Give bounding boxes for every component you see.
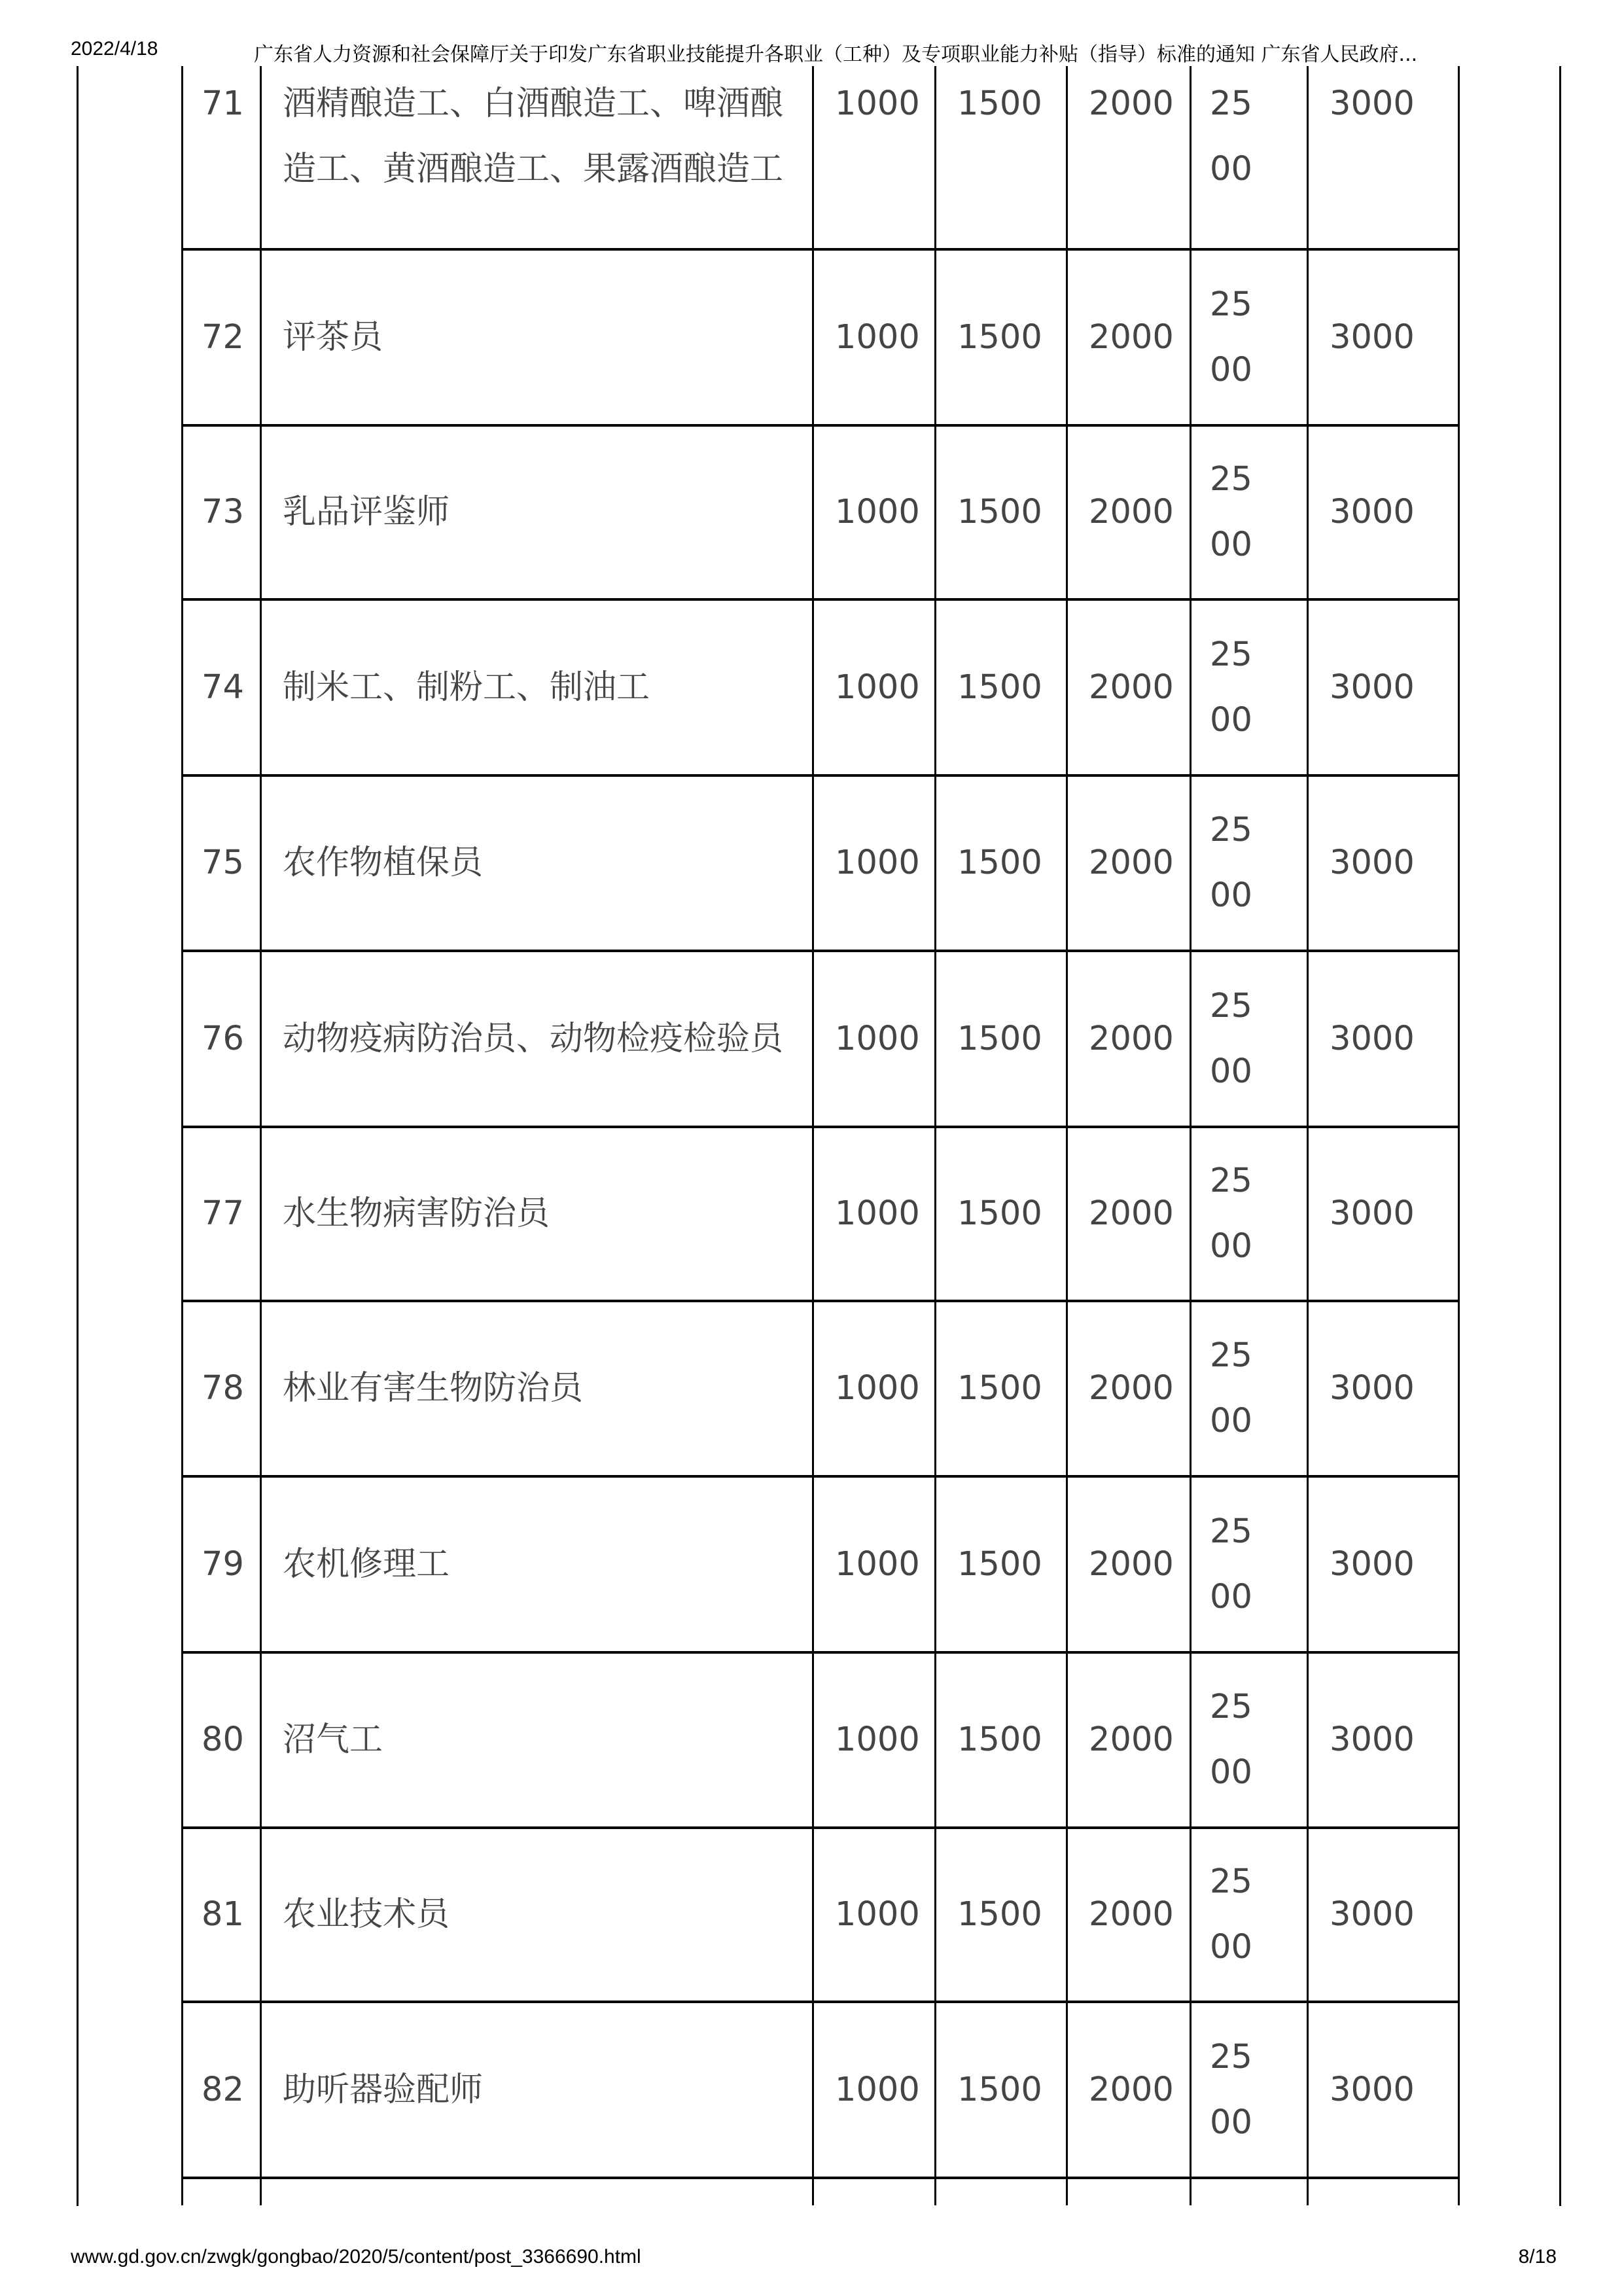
- occupation-name: 动物疫病防治员、动物检疫检验员: [283, 1019, 784, 1058]
- subsidy-level-3: 2000: [1089, 1895, 1174, 1934]
- occupation-name: 评茶员: [283, 317, 383, 357]
- subsidy-level-5-cell: [812, 777, 934, 950]
- subsidy-level-5: 1000: [835, 2070, 920, 2109]
- table-row-partial: [181, 2179, 1460, 2205]
- subsidy-level-4: 1500: [957, 1895, 1042, 1934]
- page-title: 广东省人力资源和社会保障厅关于印发广东省职业技能提升各职业（工种）及专项职业能力补贴（指导）标准的通知 广东省人民政府...: [254, 43, 1418, 66]
- row-index-cell: [181, 2003, 260, 2177]
- subsidy-level-2-cell: [1190, 2003, 1307, 2177]
- row-index: 82: [202, 2070, 244, 2109]
- row-index-cell: [181, 1654, 260, 1826]
- subsidy-level-2: 2500: [1210, 1512, 1252, 1616]
- table-row: [181, 1302, 1460, 1478]
- subsidy-level-3: 2000: [1089, 1544, 1174, 1584]
- occupation-name-cell: [260, 1829, 812, 2001]
- subsidy-level-5-cell: [812, 2003, 934, 2177]
- subsidy-level-3-cell: [1066, 1478, 1190, 1651]
- subsidy-level-1-cell: [1307, 1829, 1460, 2001]
- row-index: 80: [202, 1720, 244, 1759]
- empty-cell: [260, 2179, 812, 2205]
- table-row: [181, 952, 1460, 1128]
- subsidy-table: [181, 66, 1460, 2205]
- occupation-name-cell: [260, 1302, 812, 1475]
- subsidy-level-4: 1500: [957, 667, 1042, 707]
- subsidy-level-1-cell: [1307, 2003, 1460, 2177]
- row-index-cell: [181, 777, 260, 950]
- row-index: 77: [202, 1194, 244, 1233]
- subsidy-level-3-cell: [1066, 1654, 1190, 1826]
- row-index-cell: [181, 601, 260, 774]
- subsidy-level-1-cell: [1307, 777, 1460, 950]
- subsidy-level-2: 2500: [1210, 1862, 1252, 1966]
- subsidy-level-1-cell: [1307, 427, 1460, 598]
- occupation-name-cell: [260, 66, 812, 248]
- subsidy-level-1: 3000: [1330, 2070, 1415, 2109]
- subsidy-level-3-cell: [1066, 1829, 1190, 2001]
- subsidy-level-1-cell: [1307, 601, 1460, 774]
- subsidy-level-2-cell: [1190, 251, 1307, 424]
- subsidy-level-3: 2000: [1089, 844, 1174, 882]
- row-index: 81: [202, 1895, 244, 1934]
- subsidy-level-3-cell: [1066, 601, 1190, 774]
- subsidy-level-1: 3000: [1330, 667, 1415, 707]
- subsidy-level-2: 2500: [1210, 84, 1252, 188]
- subsidy-level-2-cell: [1190, 1478, 1307, 1651]
- row-index-cell: [181, 1302, 260, 1475]
- row-index-cell: [181, 251, 260, 424]
- subsidy-level-1: 3000: [1330, 1895, 1415, 1934]
- subsidy-level-1-cell: [1307, 1654, 1460, 1826]
- subsidy-level-5: 1000: [835, 1369, 920, 1408]
- subsidy-level-4: 1500: [957, 1544, 1042, 1584]
- subsidy-level-2-cell: [1190, 1654, 1307, 1826]
- subsidy-level-4-cell: [934, 1654, 1066, 1826]
- occupation-name-cell: [260, 1478, 812, 1651]
- occupation-name: 农作物植保员: [283, 844, 484, 882]
- subsidy-level-2: 2500: [1210, 460, 1252, 564]
- row-index-cell: [181, 1478, 260, 1651]
- subsidy-level-5: 1000: [835, 493, 920, 531]
- occupation-name: 助听器验配师: [283, 2070, 484, 2109]
- empty-cell: [1190, 2179, 1307, 2205]
- subsidy-level-5: 1000: [835, 84, 920, 123]
- subsidy-level-1-cell: [1307, 1478, 1460, 1651]
- empty-cell: [181, 2179, 260, 2205]
- occupation-name-cell: [260, 1654, 812, 1826]
- subsidy-level-2: 2500: [1210, 811, 1252, 915]
- page-url: www.gd.gov.cn/zwgk/gongbao/2020/5/content/post_3366690.html: [71, 2246, 641, 2268]
- subsidy-level-1: 3000: [1330, 1194, 1415, 1233]
- occupation-name: 制米工、制粉工、制油工: [283, 667, 650, 707]
- table-row: [181, 777, 1460, 952]
- occupation-name: 林业有害生物防治员: [283, 1369, 584, 1408]
- subsidy-level-4-cell: [934, 1128, 1066, 1300]
- subsidy-level-3: 2000: [1089, 84, 1174, 123]
- subsidy-level-2-cell: [1190, 66, 1307, 248]
- table-row: [181, 66, 1460, 251]
- subsidy-level-2: 2500: [1210, 285, 1252, 389]
- row-index: 76: [202, 1019, 244, 1058]
- row-index: 72: [202, 317, 244, 357]
- table-row: [181, 1128, 1460, 1302]
- subsidy-level-3-cell: [1066, 777, 1190, 950]
- subsidy-level-5-cell: [812, 601, 934, 774]
- subsidy-level-1-cell: [1307, 251, 1460, 424]
- subsidy-level-2: 2500: [1210, 1162, 1252, 1266]
- subsidy-level-3-cell: [1066, 2003, 1190, 2177]
- outer-border-right: [1559, 66, 1561, 2206]
- subsidy-level-1: 3000: [1330, 493, 1415, 531]
- subsidy-level-2: 2500: [1210, 1688, 1252, 1792]
- page-number: 8/18: [1518, 2246, 1557, 2268]
- subsidy-level-4-cell: [934, 1829, 1066, 2001]
- subsidy-level-5-cell: [812, 1654, 934, 1826]
- row-index-cell: [181, 1128, 260, 1300]
- subsidy-level-2: 2500: [1210, 986, 1252, 1091]
- subsidy-level-2-cell: [1190, 1829, 1307, 2001]
- subsidy-level-3-cell: [1066, 251, 1190, 424]
- subsidy-level-2: 2500: [1210, 635, 1252, 739]
- subsidy-level-3-cell: [1066, 1302, 1190, 1475]
- empty-cell: [934, 2179, 1066, 2205]
- subsidy-level-5-cell: [812, 1478, 934, 1651]
- occupation-name-cell: [260, 601, 812, 774]
- table-row: [181, 1478, 1460, 1654]
- subsidy-level-4-cell: [934, 251, 1066, 424]
- subsidy-level-3: 2000: [1089, 667, 1174, 707]
- subsidy-level-3: 2000: [1089, 1019, 1174, 1058]
- subsidy-level-2-cell: [1190, 601, 1307, 774]
- subsidy-level-5: 1000: [835, 1194, 920, 1233]
- subsidy-level-4-cell: [934, 1478, 1066, 1651]
- subsidy-level-2-cell: [1190, 952, 1307, 1126]
- subsidy-level-1-cell: [1307, 1128, 1460, 1300]
- subsidy-level-5: 1000: [835, 1895, 920, 1934]
- subsidy-level-4: 1500: [957, 2070, 1042, 2109]
- occupation-name-cell: [260, 777, 812, 950]
- subsidy-level-4-cell: [934, 601, 1066, 774]
- subsidy-level-4: 1500: [957, 1194, 1042, 1233]
- subsidy-level-4-cell: [934, 66, 1066, 248]
- occupation-name-cell: [260, 427, 812, 598]
- subsidy-level-1: 3000: [1330, 84, 1415, 123]
- subsidy-level-4: 1500: [957, 1720, 1042, 1759]
- row-index: 74: [202, 667, 244, 707]
- subsidy-level-2-cell: [1190, 1128, 1307, 1300]
- occupation-name-cell: [260, 1128, 812, 1300]
- table-row: [181, 2003, 1460, 2179]
- subsidy-level-3-cell: [1066, 952, 1190, 1126]
- subsidy-level-5: 1000: [835, 667, 920, 707]
- subsidy-level-5: 1000: [835, 1019, 920, 1058]
- subsidy-level-3: 2000: [1089, 2070, 1174, 2109]
- subsidy-level-4: 1500: [957, 317, 1042, 357]
- subsidy-level-5: 1000: [835, 1720, 920, 1759]
- occupation-name: 酒精酿造工、白酒酿造工、啤酒酿造工、黄酒酿造工、果露酒酿造工: [283, 84, 784, 188]
- subsidy-level-1: 3000: [1330, 844, 1415, 882]
- occupation-name: 乳品评鉴师: [283, 493, 450, 531]
- row-index-cell: [181, 66, 260, 248]
- subsidy-level-5-cell: [812, 952, 934, 1126]
- subsidy-level-3: 2000: [1089, 1194, 1174, 1233]
- subsidy-level-5-cell: [812, 1302, 934, 1475]
- subsidy-level-1-cell: [1307, 66, 1460, 248]
- subsidy-level-5-cell: [812, 66, 934, 248]
- subsidy-level-1-cell: [1307, 1302, 1460, 1475]
- occupation-name: 农机修理工: [283, 1544, 450, 1584]
- subsidy-level-4: 1500: [957, 844, 1042, 882]
- row-index-cell: [181, 952, 260, 1126]
- outer-border-left: [77, 66, 79, 2206]
- subsidy-level-2-cell: [1190, 777, 1307, 950]
- print-date: 2022/4/18: [71, 38, 158, 60]
- subsidy-level-3: 2000: [1089, 493, 1174, 531]
- subsidy-level-1: 3000: [1330, 1369, 1415, 1408]
- subsidy-level-1-cell: [1307, 952, 1460, 1126]
- subsidy-level-3: 2000: [1089, 1369, 1174, 1408]
- subsidy-level-2-cell: [1190, 427, 1307, 598]
- occupation-name: 水生物病害防治员: [283, 1194, 550, 1233]
- subsidy-level-1: 3000: [1330, 1544, 1415, 1584]
- subsidy-level-5: 1000: [835, 317, 920, 357]
- subsidy-level-5-cell: [812, 1829, 934, 2001]
- empty-cell: [812, 2179, 934, 2205]
- subsidy-level-1: 3000: [1330, 317, 1415, 357]
- subsidy-level-2-cell: [1190, 1302, 1307, 1475]
- subsidy-level-4-cell: [934, 777, 1066, 950]
- subsidy-level-3: 2000: [1089, 1720, 1174, 1759]
- subsidy-level-5-cell: [812, 427, 934, 598]
- row-index: 79: [202, 1544, 244, 1584]
- table-row: [181, 1829, 1460, 2003]
- subsidy-level-2: 2500: [1210, 2037, 1252, 2142]
- subsidy-level-1: 3000: [1330, 1720, 1415, 1759]
- row-index: 71: [202, 84, 244, 123]
- table-row: [181, 1654, 1460, 1829]
- subsidy-level-4: 1500: [957, 1369, 1042, 1408]
- subsidy-level-1: 3000: [1330, 1019, 1415, 1058]
- subsidy-level-2: 2500: [1210, 1336, 1252, 1440]
- subsidy-level-5-cell: [812, 251, 934, 424]
- subsidy-level-5: 1000: [835, 1544, 920, 1584]
- subsidy-level-4-cell: [934, 1302, 1066, 1475]
- subsidy-level-4: 1500: [957, 84, 1042, 123]
- subsidy-level-3-cell: [1066, 427, 1190, 598]
- subsidy-level-3-cell: [1066, 1128, 1190, 1300]
- occupation-name: 沼气工: [283, 1720, 383, 1759]
- occupation-name-cell: [260, 2003, 812, 2177]
- occupation-name-cell: [260, 251, 812, 424]
- subsidy-level-5-cell: [812, 1128, 934, 1300]
- row-index: 78: [202, 1369, 244, 1408]
- table-row: [181, 427, 1460, 601]
- subsidy-level-3: 2000: [1089, 317, 1174, 357]
- row-index: 73: [202, 493, 244, 531]
- subsidy-level-4-cell: [934, 952, 1066, 1126]
- occupation-name-cell: [260, 952, 812, 1126]
- subsidy-level-4-cell: [934, 427, 1066, 598]
- subsidy-level-3-cell: [1066, 66, 1190, 248]
- subsidy-level-4-cell: [934, 2003, 1066, 2177]
- empty-cell: [1307, 2179, 1460, 2205]
- row-index: 75: [202, 844, 244, 882]
- table-row: [181, 601, 1460, 777]
- subsidy-level-4: 1500: [957, 493, 1042, 531]
- occupation-name: 农业技术员: [283, 1895, 450, 1934]
- row-index-cell: [181, 1829, 260, 2001]
- empty-cell: [1066, 2179, 1190, 2205]
- subsidy-level-4: 1500: [957, 1019, 1042, 1058]
- table-row: [181, 251, 1460, 427]
- subsidy-level-5: 1000: [835, 844, 920, 882]
- row-index-cell: [181, 427, 260, 598]
